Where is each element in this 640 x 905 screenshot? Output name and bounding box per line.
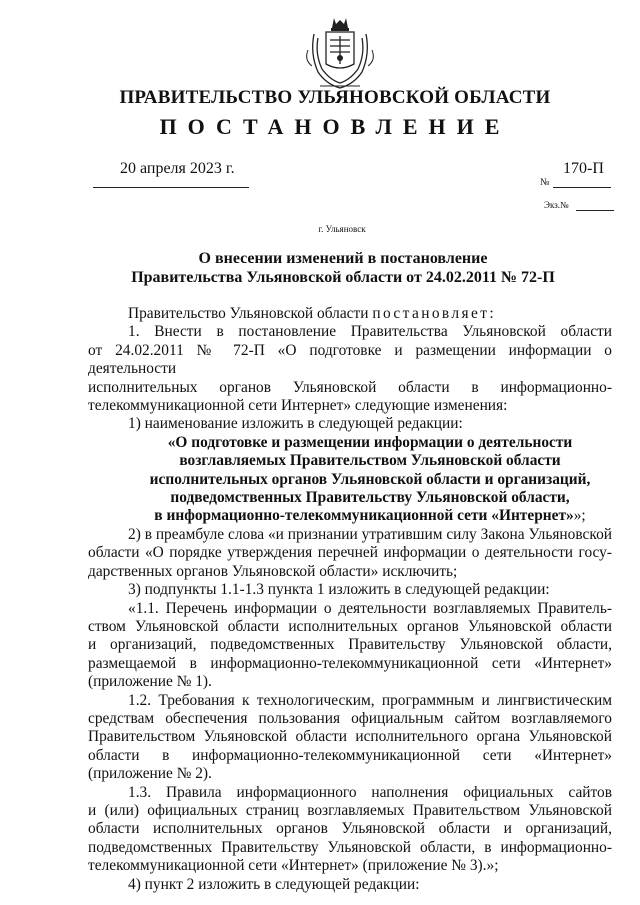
paragraph-3-line: дарственных органов Ульяновской области» исключить; xyxy=(88,562,458,580)
number-underline xyxy=(553,187,611,188)
paragraph-8: 4) пункт 2 изложить в следующей редакции: xyxy=(128,875,420,893)
paragraph-6-line: 1.2. Требования к технологическим, программным и лингвистическим xyxy=(128,691,612,709)
copy-number-label: Экз.№ xyxy=(544,200,569,210)
paragraph-6-line: средствам обеспечения пользования официальным сайтом возглавляемого xyxy=(88,709,612,727)
copy-number-underline xyxy=(576,210,614,211)
quote-closing: »; xyxy=(573,507,586,525)
paragraph-5-line: размещаемой в информационно-телекоммуникационной сети «Интернет» xyxy=(88,654,612,672)
date-underline xyxy=(93,187,249,188)
paragraph-7-line: телекоммуникационной сети «Интернет» (приложение № 3).»; xyxy=(88,857,499,875)
paragraph-1-line: исполнительных органов Ульяновской области в информационно- xyxy=(88,378,612,396)
decree-body xyxy=(88,305,612,894)
quote-line: «О подготовке и размещении информации о деятельности xyxy=(167,433,573,451)
subject-line-2: Правительства Ульяновской области от 24.02.2011 № 72-П xyxy=(131,269,555,286)
decree-title: ПОСТАНОВЛЕНИЕ xyxy=(159,114,511,139)
paragraph-7-line: подведомственных Правительству Ульяновской области, в информационно- xyxy=(88,838,612,856)
paragraph-1-line: 1. Внести в постановление Правительства Ульяновской области xyxy=(128,323,612,341)
city-name: г. Ульяновск xyxy=(318,224,366,234)
quote-line: возглавляемых Правительством Ульяновской области xyxy=(179,452,561,470)
paragraph-3-line: 2) в преамбуле слова «и признании утратившим силу Закона Ульяновской xyxy=(128,525,612,543)
number-sign: № xyxy=(540,177,550,188)
paragraph-6-line: Правительством Ульяновской области исполнительного органа Ульяновской xyxy=(88,728,612,746)
paragraph-4: 3) подпункты 1.1-1.3 пункта 1 изложить в следующей редакции: xyxy=(128,581,550,599)
intro-paragraph xyxy=(88,305,612,323)
paragraph-2: 1) наименование изложить в следующей редакции: xyxy=(128,415,463,433)
intro-spaced-word: постановляет: xyxy=(372,305,496,322)
quote-line: подведомственных Правительству Ульяновской области, xyxy=(170,489,570,507)
decree-subject xyxy=(0,249,640,287)
decree-date: 20 апреля 2023 г. xyxy=(120,160,235,177)
paragraph-1-line: от 24.02.2011 № 72-П «О подготовке и размещении информации о деятельности xyxy=(88,341,612,378)
coat-of-arms-icon xyxy=(300,14,380,92)
quote-line xyxy=(88,507,612,525)
decree-number: 170-П xyxy=(563,160,604,177)
paragraph-5-line: (приложение № 1). xyxy=(88,673,212,691)
paragraph-6-line: (приложение № 2). xyxy=(88,765,212,783)
paragraph-7-line: 1.3. Правила информационного наполнения официальных сайтов xyxy=(128,783,612,801)
paragraph-5-line: ством Ульяновской области исполнительных органов Ульяновской области xyxy=(88,617,612,635)
paragraph-5-line: и организаций, подведомственных Правительству Ульяновской области, xyxy=(88,636,612,654)
quote-line: исполнительных органов Ульяновской области и организаций, xyxy=(149,470,591,488)
paragraph-5-line: «1.1. Перечень информации о деятельности возглавляемых Правитель- xyxy=(128,599,612,617)
quote-bold-tail: в информационно-телекоммуникационной сети «Интернет» xyxy=(154,507,574,525)
paragraph-3-line: области «О порядке утверждения перечней информации о деятельности госу- xyxy=(88,544,612,562)
paragraph-1-line: телекоммуникационной сети Интернет» следующие изменения: xyxy=(88,397,508,415)
paragraph-6-line: области в информационно-телекоммуникационной сети «Интернет» xyxy=(88,746,612,764)
intro-text: Правительство Ульяновской области xyxy=(128,305,373,322)
government-title: ПРАВИТЕЛЬСТВО УЛЬЯНОВСКОЙ ОБЛАСТИ xyxy=(119,87,551,108)
subject-line-1: О внесении изменений в постановление xyxy=(198,250,488,267)
paragraph-7-line: области исполнительных органов Ульяновской области и организаций, xyxy=(88,820,612,838)
paragraph-7-line: и (или) официальных страниц возглавляемых Правительством Ульяновской xyxy=(88,801,612,819)
